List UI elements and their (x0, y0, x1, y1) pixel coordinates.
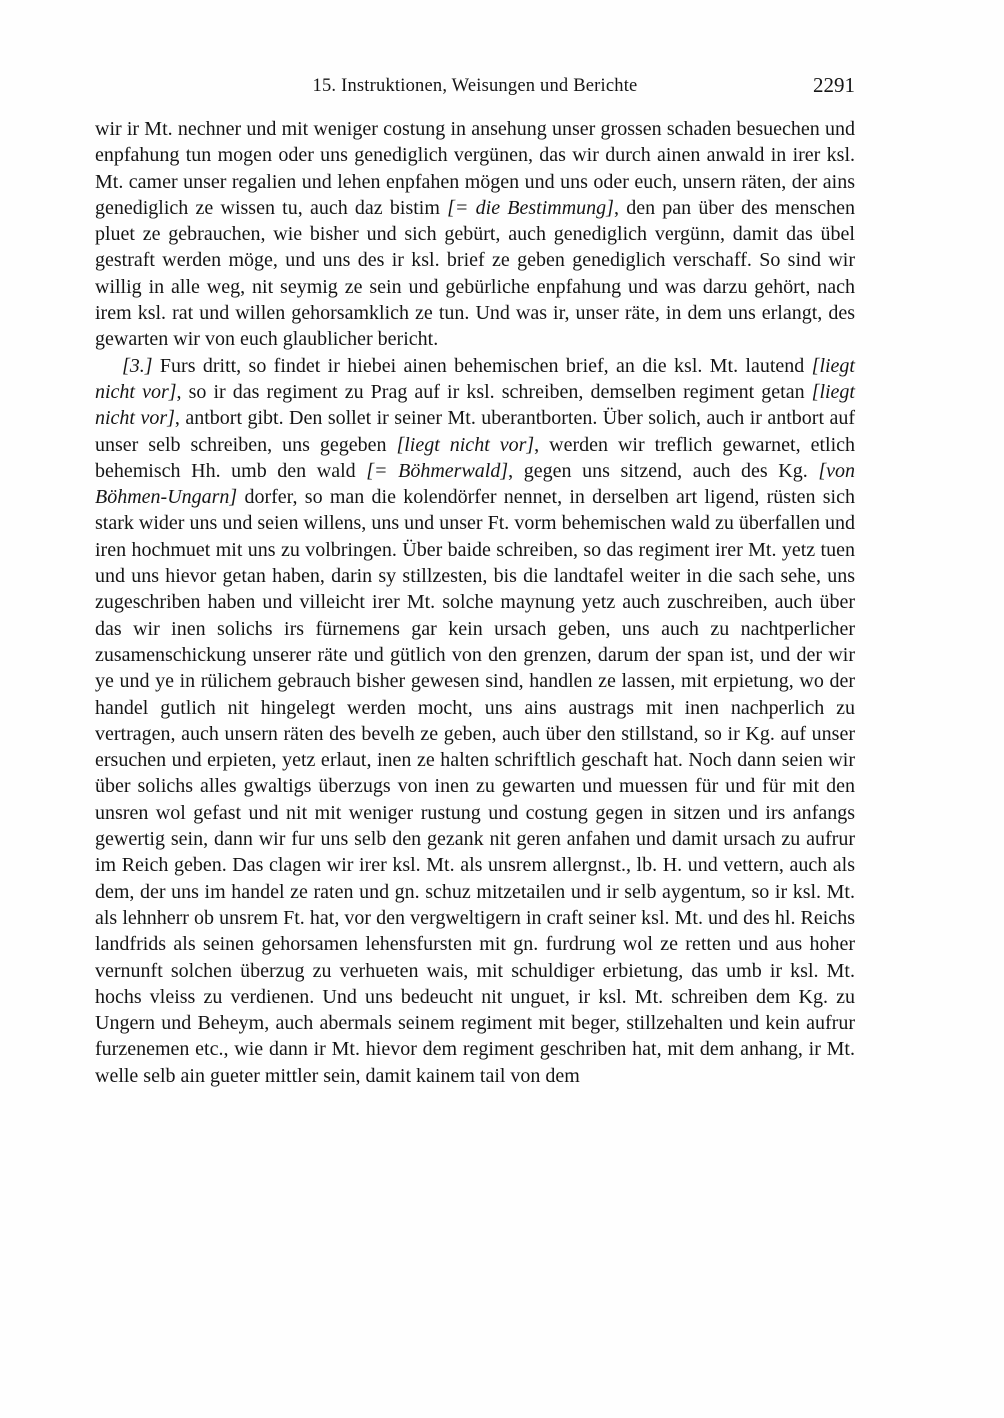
editorial-note: [= Böhmerwald] (366, 459, 509, 482)
page-header (95, 73, 855, 104)
paragraph (95, 116, 855, 353)
text-run: , den pan über des menschen pluet ze gebrauchen, wie bisher und sich gebürt, auch genediglich vergünn, damit das übel gestraft werden möge, und uns des ir ksl. brief ze geben genediglich verschaff. So sind wir willig in alle weg, nit seymig ze sein und gebürliche enpfahung und was darzu gehört, nach irem ksl. rat und willen gehorsamklich ze tun. Und was ir, unser räte, in dem uns erlangt, des gewarten wir von euch glaublicher bericht. (95, 196, 856, 351)
page-body (95, 116, 855, 1089)
text-run: , so ir das regiment zu Prag auf ir ksl. schreiben, demselben regiment getan (176, 380, 812, 403)
editorial-note: [= die Bestimmung] (447, 196, 614, 219)
text-run: , antbort gibt. Den sollet ir seiner Mt. uberantborten. Über solich, auch ir antbort auf unser selb schreiben, uns gegeben (95, 407, 856, 456)
text-run: , werden wir treflich gewarnet, etlich behemisch Hh. umb den wald (95, 433, 856, 482)
text-column (95, 73, 856, 1089)
text-run: Furs dritt, so findet ir hiebei ainen behemischen brief, an die ksl. Mt. lautend (152, 354, 812, 377)
text-run: dorfer, so man die kolendörfer nennet, in derselben art ligend, rüsten sich stark wider uns und seien willens, uns und unser Ft. vorm behemischen wald zu überfallen und iren hochmuet mit uns zu volbringen. Über baide schreiben, so das regiment irer Mt. yetz tuen und uns hievor getan haben, darin sy stillzesten, bis die landtafel weiter in die sach sehe, uns zugeschriben haben und villeicht irer Mt. solche maynung yetz auch zuschreiben, auch über das wir inen solichs irs fürnemens gar kein ursach geben, uns auch zu nachtperlicher zusamenschickung unserer räte und gütlich von den grenzen, darum der span ist, und der wir ye und ye in rülichem gebrauch bisher gewesen sind, handlen ze lassen, mit erpietung, wo der handel gutlich nit hingelegt werden mocht, uns ains austrags mit inen nachperlich zu vertragen, auch unsern räten des bevelh ze geben, auch über den stillstand, so ir Kg. auf unser ersuchen und erpieten, yetz erlaut, inen ze halten schriftlich geschaft hat. Noch dann seien wir über solichs alles gwaltigs überzugs von inen zu gewarten und muessen für und für mit den unsren wol gefast und nit mit weniger rustung und costung gegen in sitzen und irs anfangs gewertig sein, dann wir fur uns selb den gezank nit geren anfahen und damit ursach zu aufrur im Reich geben. Das clagen wir irer ksl. Mt. als unsrem allergnst., lb. H. und vettern, auch als dem, der uns im handel ze raten und gn. schuz mitzetailen und ir selb aygentum, so ir ksl. Mt. als lehnherr ob unsrem Ft. hat, vor den vergweltigern in craft seiner ksl. Mt. und des hl. Reichs landfrids als seinen gehorsamen lehensfursten mit gn. furdrung wol ze retten und aus hoher vernunft solchen überzug zu verhueten wais, mit schuldiger erbietung, das umb ir ksl. Mt. hochs vleiss zu verdienen. Und uns bedeucht nit unguet, ir ksl. Mt. schreiben dem Kg. zu Ungern und Beheym, auch abermals seinem regiment mit beger, stillzehalten und kein aufrur furzenemen etc., wie dann ir Mt. hievor dem regiment geschriben hat, mit dem anhang, ir Mt. welle selb ain gueter mittler sein, damit kainem tail von dem (95, 486, 855, 1087)
editorial-note: [3.] (122, 354, 153, 377)
paragraph (95, 353, 855, 1089)
editorial-note: [liegt nicht vor] (396, 433, 535, 456)
page-number: 2291 (813, 73, 855, 97)
text-run: , gegen uns sitzend, auch des Kg. (508, 459, 819, 482)
editorial-note: [liegt nicht vor] (95, 354, 855, 403)
editorial-note: [liegt nicht vor] (95, 380, 855, 430)
editorial-note: [von Böhmen-Ungarn] (95, 459, 855, 509)
running-head: 15. Instruktionen, Weisungen und Berichte (312, 76, 638, 96)
text-run: wir ir Mt. nechner und mit weniger costung in ansehung unser grossen schaden besuechen und enpfahung tun mogen oder uns genediglich vergünen, das wir durch ainen anwald in irer ksl. Mt. camer unser regalien und lehen enpfahen mögen und uns oder euch, unsern räten, der ains genediglich ze wissen tu, auch daz bistim (95, 118, 855, 219)
